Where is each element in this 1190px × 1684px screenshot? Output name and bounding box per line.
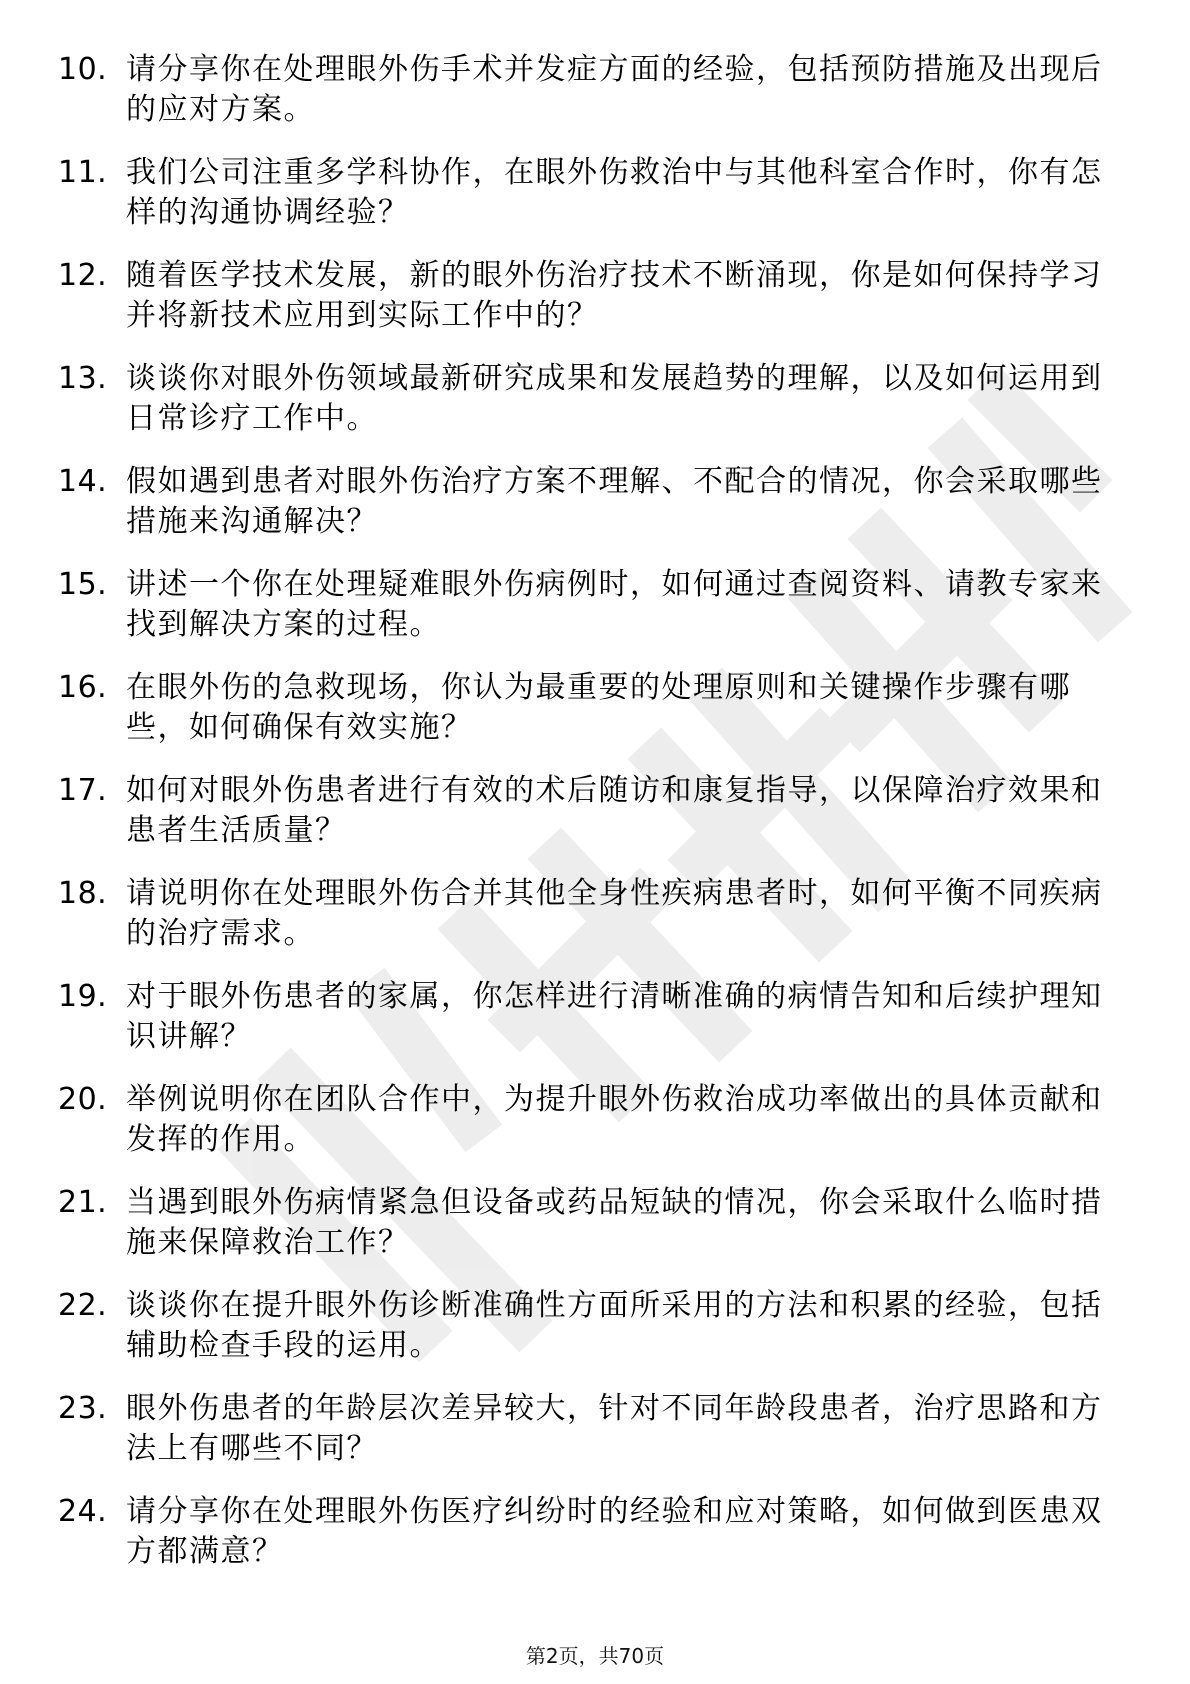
question-number: 16. xyxy=(58,670,108,705)
question-number: 11. xyxy=(58,155,108,190)
question-item xyxy=(58,153,1118,256)
question-text: 谈谈你对眼外伤领域最新研究成果和发展趋势的理解，以及如何运用到日常诊疗工作中。 xyxy=(126,361,1103,436)
question-text: 讲述一个你在处理疑难眼外伤病例时，如何通过查阅资料、请教专家来找到解决方案的过程。 xyxy=(126,567,1103,642)
question-text: 请分享你在处理眼外伤医疗纠纷时的经验和应对策略，如何做到医患双方都满意？ xyxy=(126,1494,1103,1569)
question-item xyxy=(58,1183,1118,1286)
page-footer: 第2页，共70页 xyxy=(525,1644,665,1668)
question-item xyxy=(58,359,1118,462)
question-item xyxy=(58,668,1118,771)
question-text: 在眼外伤的急救现场，你认为最重要的处理原则和关键操作步骤有哪些，如何确保有效实施？ xyxy=(126,670,1071,745)
question-number: 18. xyxy=(58,876,108,911)
question-list xyxy=(58,50,1118,1595)
question-text: 当遇到眼外伤病情紧急但设备或药品短缺的情况，你会采取什么临时措施来保障救治工作？ xyxy=(126,1185,1103,1260)
question-number: 23. xyxy=(58,1391,108,1426)
question-number: 10. xyxy=(58,52,108,87)
question-number: 17. xyxy=(58,773,108,808)
question-text: 如何对眼外伤患者进行有效的术后随访和康复指导，以保障治疗效果和患者生活质量？ xyxy=(126,773,1103,848)
question-text: 对于眼外伤患者的家属，你怎样进行清晰准确的病情告知和后续护理知识讲解？ xyxy=(126,979,1103,1054)
question-item xyxy=(58,1389,1118,1492)
question-text: 我们公司注重多学科协作，在眼外伤救治中与其他科室合作时，你有怎样的沟通协调经验？ xyxy=(126,155,1103,230)
question-text: 眼外伤患者的年龄层次差异较大，针对不同年龄段患者，治疗思路和方法上有哪些不同？ xyxy=(126,1391,1103,1466)
question-number: 22. xyxy=(58,1288,108,1323)
question-item xyxy=(58,1080,1118,1183)
question-item xyxy=(58,565,1118,668)
question-text: 请说明你在处理眼外伤合并其他全身性疾病患者时，如何平衡不同疾病的治疗需求。 xyxy=(126,876,1103,951)
question-item xyxy=(58,256,1118,359)
question-number: 24. xyxy=(58,1494,108,1529)
question-item xyxy=(58,50,1118,153)
question-number: 20. xyxy=(58,1082,108,1117)
question-number: 21. xyxy=(58,1185,108,1220)
question-text: 假如遇到患者对眼外伤治疗方案不理解、不配合的情况，你会采取哪些措施来沟通解决？ xyxy=(126,464,1103,539)
question-item xyxy=(58,1492,1118,1595)
question-number: 19. xyxy=(58,979,108,1014)
question-item xyxy=(58,977,1118,1080)
question-text: 谈谈你在提升眼外伤诊断准确性方面所采用的方法和积累的经验，包括辅助检查手段的运用。 xyxy=(126,1288,1103,1363)
question-item xyxy=(58,1286,1118,1389)
question-item xyxy=(58,874,1118,977)
question-number: 13. xyxy=(58,361,108,396)
question-number: 12. xyxy=(58,258,108,293)
question-text: 随着医学技术发展，新的眼外伤治疗技术不断涌现，你是如何保持学习并将新技术应用到实际工作中的？ xyxy=(126,258,1103,333)
question-text: 举例说明你在团队合作中，为提升眼外伤救治成功率做出的具体贡献和发挥的作用。 xyxy=(126,1082,1103,1157)
question-text: 请分享你在处理眼外伤手术并发症方面的经验，包括预防措施及出现后的应对方案。 xyxy=(126,52,1103,127)
question-number: 15. xyxy=(58,567,108,602)
question-number: 14. xyxy=(58,464,108,499)
question-item xyxy=(58,771,1118,874)
question-item xyxy=(58,462,1118,565)
